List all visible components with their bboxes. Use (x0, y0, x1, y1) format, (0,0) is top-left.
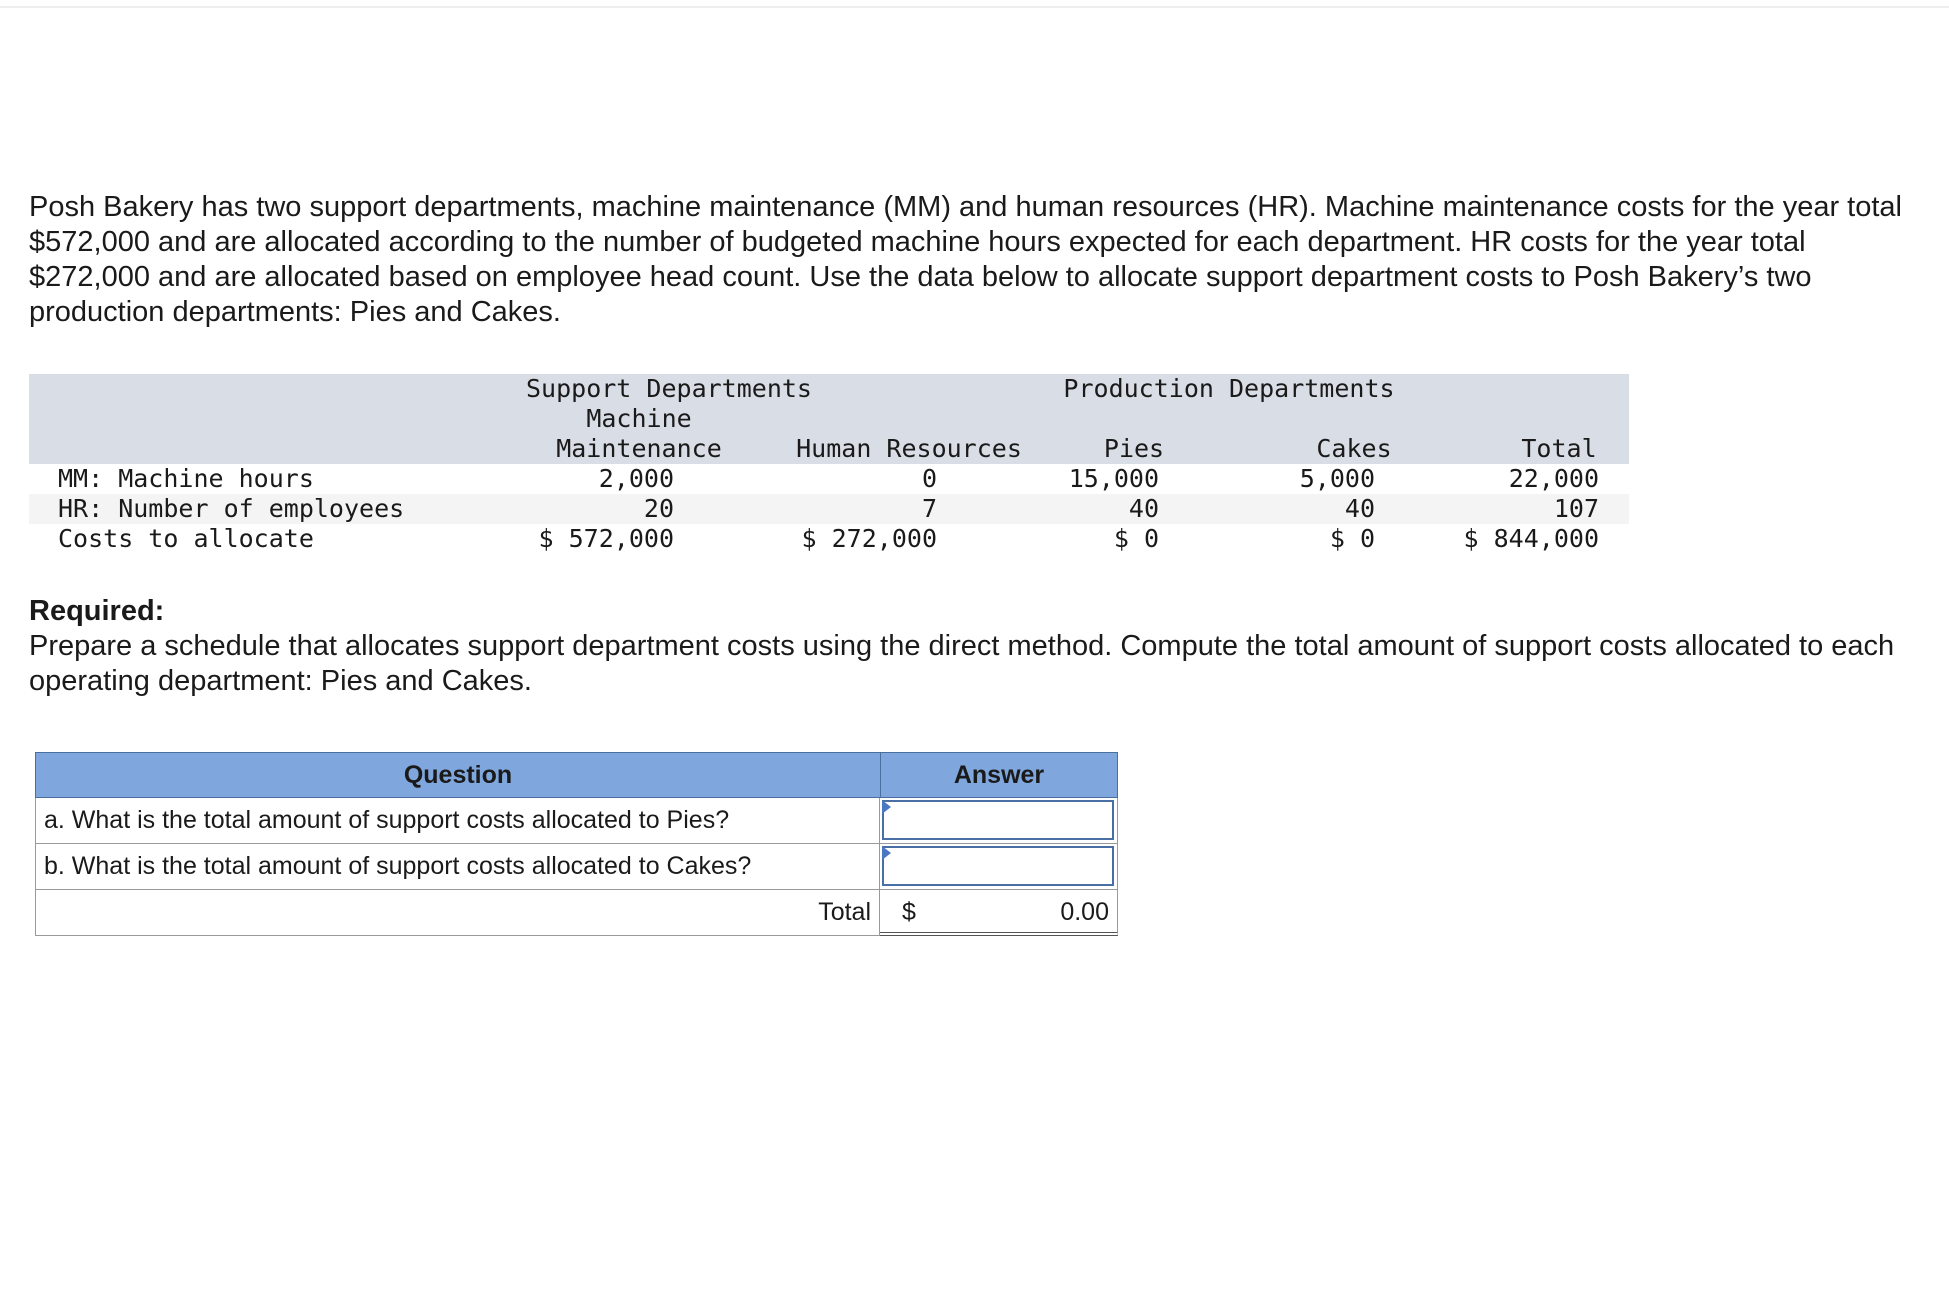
col-header-hr: Human Resources (796, 434, 1022, 463)
cell-hr-pies: 40 (1128, 494, 1159, 523)
cell-mm-cakes: 5,000 (1299, 464, 1375, 493)
total-row (35, 890, 1118, 936)
col-header-mm-line1: Machine (586, 404, 692, 433)
answer-cell-a (880, 798, 1118, 844)
cell-mm-hr: 0 (921, 464, 937, 493)
required-instructions: Prepare a schedule that allocates support department costs using the direct method. Compute the total amount of support costs allocated to each operating department: Pies and Cakes. (29, 630, 1895, 697)
col-header-mm-line2: Maintenance (556, 434, 722, 463)
total-label-cell (35, 890, 880, 936)
cell-hr-cakes: 40 (1344, 494, 1375, 523)
cell-mm-mm: 2,000 (598, 464, 674, 493)
total-value: 0.00 (1060, 898, 1109, 926)
answer-column-header: Answer (880, 752, 1118, 798)
col-header-total: Total (1521, 434, 1597, 463)
question-column-header: Question (35, 752, 881, 798)
cell-mm-total: 22,000 (1508, 464, 1599, 493)
col-header-pies: Pies (1103, 434, 1165, 463)
total-value-cell (880, 890, 1118, 936)
answer-input-pies[interactable] (882, 800, 1114, 840)
question-a: a. What is the total amount of support costs allocated to Pies? (35, 798, 880, 844)
total-currency-symbol: $ (902, 898, 916, 926)
row-label-hr-employees: HR: Number of employees (58, 494, 405, 523)
top-divider (0, 6, 1949, 8)
cell-flag-icon (882, 846, 891, 860)
cell-costs-cakes: $ 0 (1329, 524, 1375, 553)
answer-input-cakes[interactable] (882, 846, 1114, 886)
question-answer-table (35, 752, 1118, 938)
cell-mm-pies: 15,000 (1068, 464, 1159, 493)
cell-costs-mm: $ 572,000 (538, 524, 674, 553)
cell-costs-pies: $ 0 (1113, 524, 1159, 553)
required-heading: Required: (29, 595, 165, 627)
cell-hr-total: 107 (1553, 494, 1599, 523)
cell-hr-mm: 20 (643, 494, 674, 523)
problem-intro: Posh Bakery has two support departments, machine maintenance (MM) and human resources (HR). Machine maintenance costs for the year total $572,000 and are allocated according to the number of budgeted machine hours expected for each department. HR costs for the year total $272,000 and are allocated based on employee head count. Use the data below to allocate support department costs to Posh Bakery’s two production departments: Pies and Cakes. (29, 191, 1902, 328)
total-label: Total (818, 898, 871, 926)
group-header-production: Production Departments (1063, 374, 1395, 403)
cell-flag-icon (882, 800, 891, 814)
department-data-table (29, 374, 1629, 554)
answer-cell-b (880, 844, 1118, 890)
group-header-support: Support Departments (526, 374, 812, 403)
row-label-costs: Costs to allocate (58, 524, 314, 553)
cell-costs-hr: $ 272,000 (801, 524, 937, 553)
col-header-cakes: Cakes (1316, 434, 1392, 463)
cell-hr-hr: 7 (921, 494, 937, 523)
cell-costs-total: $ 844,000 (1463, 524, 1599, 553)
question-b: b. What is the total amount of support costs allocated to Cakes? (35, 844, 880, 890)
row-label-mm-hours: MM: Machine hours (58, 464, 314, 493)
